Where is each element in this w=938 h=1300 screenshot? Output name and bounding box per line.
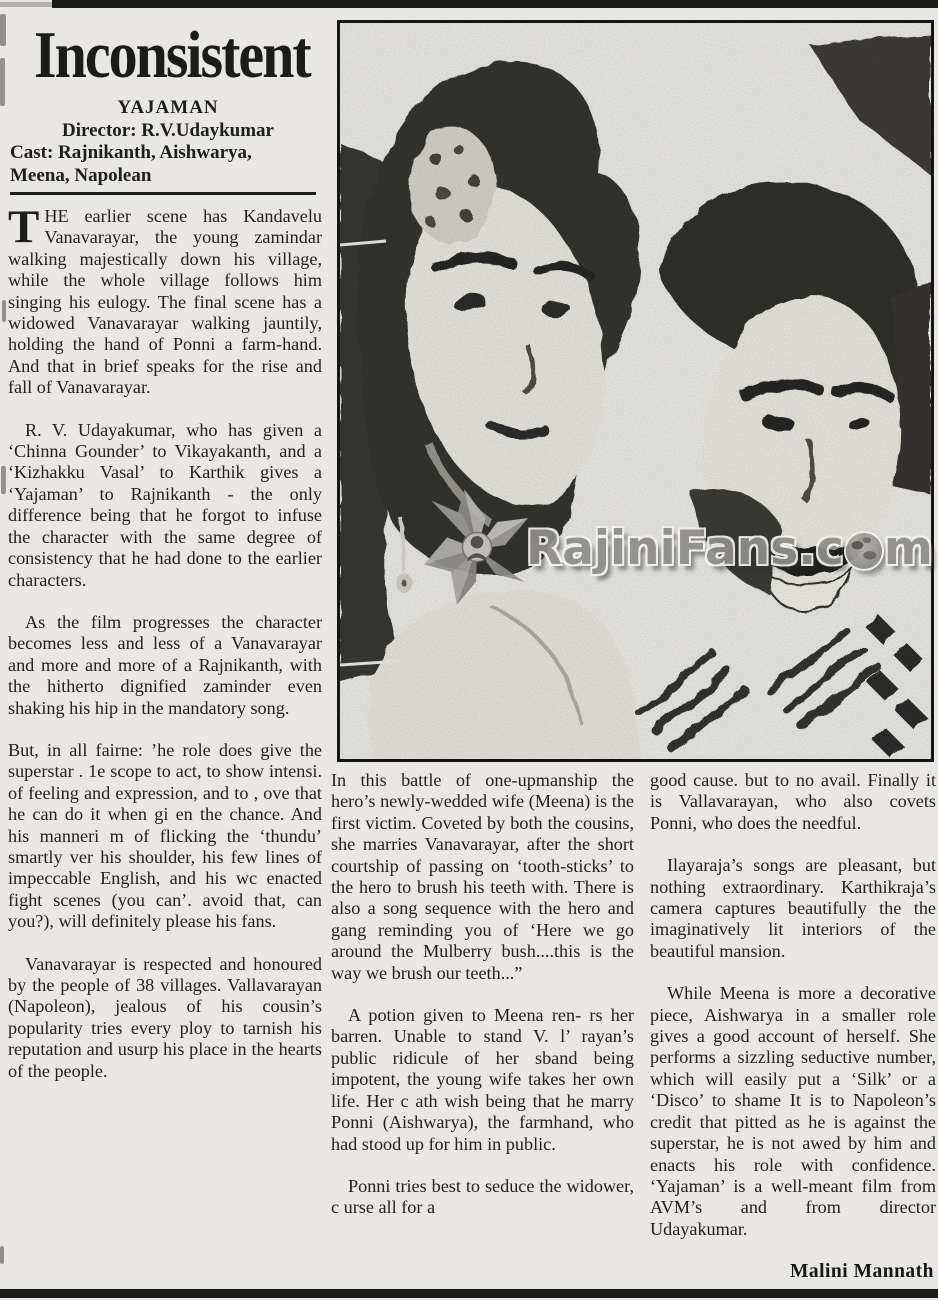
drop-cap: T — [8, 201, 40, 253]
paragraph: While Meena is more a decorative piece, Aishwarya in a smaller role gives a good account of herself. She performs a sizzling seductive number, which will easily put a ‘Silk’ or a ‘Disco’ to shame It is to Napoleon’s credit that pitted as he is against the superstar, he is not awed by him and enacts his role with confidence. ‘Yajaman’ is a well-meant film from AVM’s and from director Udayakumar. — [650, 983, 936, 1239]
paragraph: Vanavarayar is respected and honoured by the people of 38 villages. Vallavarayan (Napoleon), jealous of his cousin’s popularity tries every ploy to tarnish his reputation and usurp his place in the hearts of the people. — [8, 953, 322, 1081]
paragraph: good cause. but to no avail. Finally it is Vallavarayan, who also covets Ponni, who does the needful. — [650, 770, 936, 833]
scan-artifact — [0, 14, 6, 46]
watermark-text-tail: m — [883, 520, 933, 576]
scan-artifact — [1, 466, 6, 494]
article-column-left — [8, 201, 322, 1082]
star-logo-icon — [424, 486, 530, 610]
paragraph: Ponni tries best to seduce the widower, c urse all for a — [331, 1175, 634, 1218]
watermark-text-head: RajiniFans.c — [526, 520, 844, 576]
paragraph: THE earlier scene has Kandavelu Vanavarayar, the young zamindar walking majestically down his village, while the whole village follows him singing his eulogy. The final scene has a widowed Vanavarayar walking jauntily, holding the hand of Ponni a farm-hand. And that in brief speaks for the rise and fall of Vanavarayar. — [8, 201, 322, 398]
paragraph: As the film progresses the character becomes less and less of a Vanavarayar and more and more of a Rajnikanth, with the hitherto dignified zaminder even shaking his hip in the mandatory song. — [8, 611, 322, 718]
article-column-right — [650, 770, 936, 1283]
watermark-text — [526, 521, 933, 576]
film-cast-line1 — [10, 142, 326, 165]
film-info-block — [10, 97, 326, 195]
paragraph: R. V. Udayakumar, who has given a ‘Chinna Gounder’ to Vikayakanth, and a ‘Kizhakku Vasal’ to Karthik gives a ‘Yajaman’ to Rajnikanth - the only difference being that he forgot to infuse the character with the same degree of consistency that he had done to the earlier characters. — [8, 419, 322, 590]
director-label: Director: — [62, 119, 137, 141]
film-grain — [340, 23, 931, 759]
cast-label: Cast: — [10, 142, 54, 163]
paragraph: A potion given to Meena ren- rs her barren. Unable to stand V. l’ rayan’s public ridicule of her sband being impotent, the young wife takes her own life. Her c ath wish being that he marry Ponni (Aishwarya), the farmhand, who had stood up for him in public. — [331, 1005, 634, 1154]
paragraph: But, in all fairne: ’he role does give the superstar . 1e scope to act, to show intensi. of feeling and expression, and to , ove that he can do it when gi en the chance. And his manneri m of flicking the ‘thundu’ smartly ver his shoulder, his few lines of impeccable English, and his wc enacted fight scenes (you can’. avoid that, can you?), will definitely please his fans. — [8, 739, 322, 932]
film-title: YAJAMAN — [117, 97, 219, 118]
top-rule-fade — [0, 2, 56, 7]
director-name: R.V.Udaykumar — [141, 119, 274, 141]
scan-artifact — [0, 58, 5, 106]
globe-icon — [846, 533, 882, 569]
top-rule — [52, 0, 938, 8]
photo-artwork — [340, 23, 931, 759]
info-divider-rule — [10, 192, 316, 195]
article-column-middle — [331, 770, 634, 1219]
paragraph: In this battle of one-upmanship the hero’s newly-wedded wife (Meena) is the first victim. Coveted by both the cousins, she marries Vanavarayar, after the short courtship of passing on ‘tooth-sticks’ to the hero to brush his teeth with. There is also a song sequence with the hero and gang reminding you of ‘Here we go around the Mulberry bush....this is the way we brush our teeth...” — [331, 770, 634, 983]
film-still-photo — [337, 20, 934, 762]
film-director-line — [10, 120, 326, 143]
headline: Inconsistent — [34, 17, 310, 92]
paragraph: Ilayaraja’s songs are pleasant, but nothing extraordinary. Karthikraja’s camera captures beautifully the the imaginatively lit interiors of the beautiful mansion. — [650, 855, 936, 961]
byline: Malini Mannath — [789, 1261, 934, 1283]
scan-artifact — [2, 300, 6, 322]
rajinifans-watermark — [424, 481, 933, 615]
cast-names: Rajnikanth, Aishwarya, — [58, 142, 252, 163]
scan-artifact — [0, 1246, 4, 1264]
film-cast-line2: Meena, Napolean — [10, 164, 152, 186]
bottom-rule — [0, 1289, 938, 1298]
